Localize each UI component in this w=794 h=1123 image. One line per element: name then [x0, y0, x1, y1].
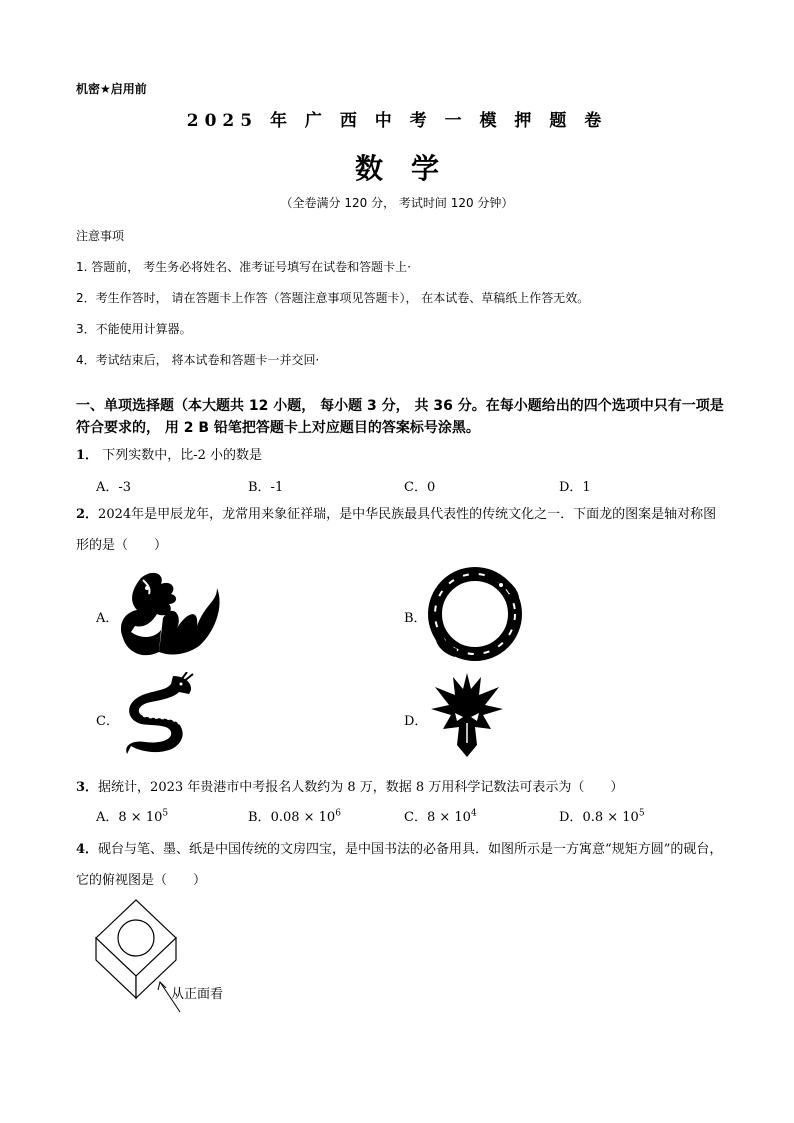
subject-title: 数学 [354, 152, 467, 185]
question-3 [76, 776, 623, 795]
question-number: 1． [76, 448, 99, 463]
q3-option-a[interactable] [96, 806, 168, 825]
view-direction-label: 从正面看 [171, 987, 224, 1002]
note-item-1: 1. 答题前， 考生务必将姓名、准考证号填写在试卷和答题卡上· [76, 260, 411, 274]
inkstone-figure [92, 896, 182, 1014]
question-number: 3． [76, 780, 99, 795]
question-stem: 据统计，2023 年贵港市中考报名人数约为 8 万，数据 8 万用科学记数法可表示为（ ） [98, 780, 624, 795]
option-label: D． [559, 810, 583, 825]
option-base: 8 × 10 [118, 810, 163, 825]
option-exponent: 5 [162, 808, 169, 819]
question-4 [76, 834, 726, 896]
question-2 [76, 499, 726, 561]
option-base: 0.08 × 10 [270, 810, 336, 825]
question-number: 2． [76, 507, 99, 522]
dragon-coil-image[interactable] [121, 672, 197, 760]
option-label: B． [248, 810, 271, 825]
q3-option-d[interactable] [559, 806, 645, 825]
note-item-2: 2．考生作答时， 请在答题卡上作答（答题注意事项见答题卡）， 在本试卷、草稿纸上作答无效。 [76, 291, 590, 305]
option-exponent: 4 [470, 808, 477, 819]
confidential-label: 机密★启用前 [76, 82, 147, 96]
option-label: A． [96, 810, 119, 825]
q1-option-a[interactable]: A．-3 [96, 480, 132, 495]
option-base: 8 × 10 [426, 810, 471, 825]
option-label: C． [404, 810, 427, 825]
section-heading: 一、单项选择题（本大题共 12 小题， 每小题 3 分， 共 36 分。在每小题给出的四个选项中只有一项是符合要求的， 用 2 B 铅笔把答题卡上对应题目的答案标号涂黑。 [76, 398, 724, 436]
note-item-4: 4．考试结束后， 将本试卷和答题卡一并交回· [76, 353, 320, 367]
note-item-3: 3．不能使用计算器。 [76, 322, 192, 336]
q1-option-d[interactable]: D．1 [559, 480, 591, 495]
dragon-face-image[interactable] [429, 669, 505, 759]
q2-option-b-label[interactable]: B． [404, 611, 427, 626]
dragon-flame-image[interactable] [113, 568, 223, 660]
q2-option-c-label[interactable]: C． [96, 714, 119, 729]
exam-info: （全卷满分 120 分， 考试时间 120 分钟） [280, 196, 514, 210]
q2-option-a-label[interactable]: A． [96, 611, 119, 626]
question-number: 4． [76, 842, 99, 857]
notes-heading: 注意事项 [76, 229, 125, 243]
question-1 [76, 444, 262, 463]
q3-option-b[interactable] [248, 806, 341, 825]
q2-option-d-label[interactable]: D． [404, 714, 428, 729]
question-stem: 下列实数中，比-2 小的数是 [102, 448, 262, 463]
question-stem: 砚台与笔、墨、纸是中国传统的文房四宝，是中国书法的必备用具．如图所示是一方寓意“规矩方圆”的砚台，它的俯视图是（ ） [76, 842, 723, 888]
option-base: 0.8 × 10 [582, 810, 639, 825]
option-exponent: 6 [335, 808, 341, 819]
q1-option-c[interactable]: C．0 [404, 480, 436, 495]
exam-title: 2025 年 广 西 中 考 一 模 押 题 卷 [186, 111, 608, 131]
question-stem: 2024年是甲辰龙年，龙常用来象征祥瑞，是中华民族最具代表性的传统文化之一．下面龙的图案是轴对称图形的是（ ） [76, 507, 717, 553]
q1-option-b[interactable]: B．-1 [248, 480, 284, 495]
option-exponent: 5 [638, 808, 645, 819]
dragon-ring-image[interactable] [427, 567, 523, 661]
q3-option-c[interactable] [404, 806, 477, 825]
